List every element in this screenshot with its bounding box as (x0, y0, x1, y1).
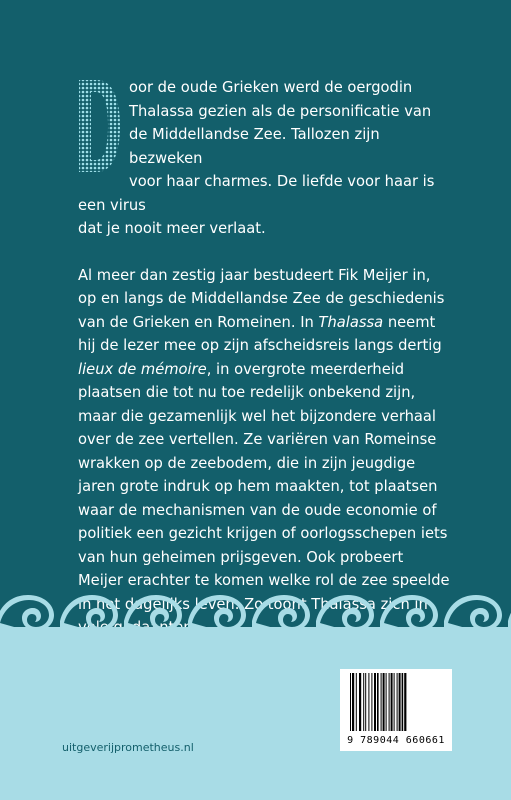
wave-border (0, 575, 511, 640)
barcode-bar (356, 673, 357, 731)
barcode-bar (386, 673, 387, 731)
intro-line: voor haar charmes. De liefde voor haar is een virus (78, 173, 435, 214)
body-text: neemt hij de lezer mee op zijn afscheidsreis langs dertig (78, 313, 442, 354)
intro-line: de Middellandse Zee. Tallozen zijn bezweken (129, 126, 380, 167)
intro-line: oor de oude Grieken werd de oergodin (129, 79, 413, 96)
barcode-bar (368, 673, 369, 731)
dropcap-D-mosaic (77, 78, 121, 174)
barcode (340, 669, 452, 751)
body-text: , in overgrote meerderheid plaatsen die tot nu toe redelijk onbekend zijn, maar die gezamenlijk wel het bijzondere verhaal over de zee vertellen. Ze variëren van Romeinse wrakken op de zeebodem, die in zijn jeugdige jaren grote indruk op hem maakten, tot plaatsen waar de mechanismen van de oude economie of politiek een gezicht krijgen of oorlogsschepen iets van hun geheimen prijsgeven. Ook probeert Meijer erachter te komen welke rol de zee speelde in dagelijks leven. Zo toont Thalassa in (78, 360, 450, 613)
intro-line: dat je nooit meer verlaat. (78, 220, 266, 237)
barcode-bar (352, 673, 354, 731)
barcode-bar (350, 673, 351, 731)
barcode-bar (377, 673, 379, 731)
barcode-bar (371, 673, 372, 731)
barcode-bars (346, 673, 446, 735)
barcode-bar (359, 673, 361, 731)
wave-base (0, 627, 511, 640)
barcode-bar (399, 673, 401, 731)
barcode-bar (394, 673, 395, 731)
barcode-bar (404, 673, 406, 731)
barcode-bar (391, 673, 393, 731)
intro-paragraph (78, 76, 450, 241)
barcode-bar (374, 673, 376, 731)
barcode-bar (402, 673, 404, 731)
publisher-url[interactable]: uitgeverijprometheus.nl (62, 741, 194, 754)
barcode-number: 9 789044 660661 (347, 735, 445, 746)
blurb (78, 76, 450, 640)
intro-line: Thalassa gezien als de personificatie van (129, 102, 432, 120)
barcode-bar (383, 673, 385, 731)
body-text: Al meer dan zestig jaar bestudeert Fik Meijer in, op en langs de Middellandse Zee de geschiedenis van de Grieken en Romeinen. In (78, 266, 445, 331)
book-title: Thalassa (318, 313, 384, 331)
barcode-bar (363, 673, 364, 731)
lieux-de-memoire: lieux de mémoire (78, 360, 207, 378)
barcode-bar (389, 673, 390, 731)
barcode-bar (365, 673, 366, 731)
barcode-bar (397, 673, 398, 731)
barcode-bar (381, 673, 382, 731)
